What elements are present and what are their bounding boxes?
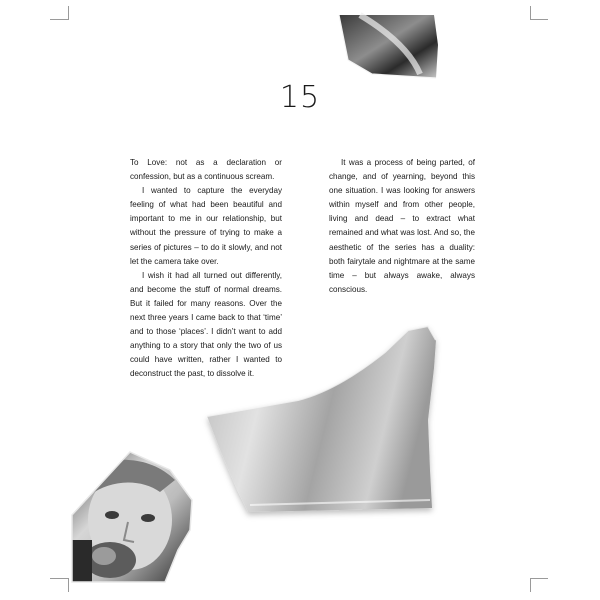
- paragraph: I wanted to capture the everyday feeling of what had been beautiful and important to me in our relationship, but without the pressure of trying to make a series of pictures – to do it slowly, and not let the camera take over.: [130, 186, 282, 266]
- paragraph: I wish it had all turned out differently, and become the stuff of normal dreams. But it failed for many reasons. Over the next three years I came back to that ‘time’ and to those ‘places’. I didn’t want to add anything to a story that only the two of us could have written, rather I wanted to deconstruct the past, to dissolve it.: [130, 270, 282, 379]
- text-column-right: [329, 156, 475, 297]
- page-number: 15: [279, 80, 321, 115]
- paragraph: It was a process of being parted, of change, and of yearning, beyond this one situation. I was looking for answers within myself and from other people, living and dead – to extract what remained and what was lost. And so, the aesthetic of the series has a duality: both fairytale and nightmare at the same time – but always awake, always conscious.: [329, 158, 475, 294]
- text-column-left: [130, 156, 282, 382]
- paragraph: To Love: not as a declaration or confession, but as a continuous scream.: [130, 158, 282, 182]
